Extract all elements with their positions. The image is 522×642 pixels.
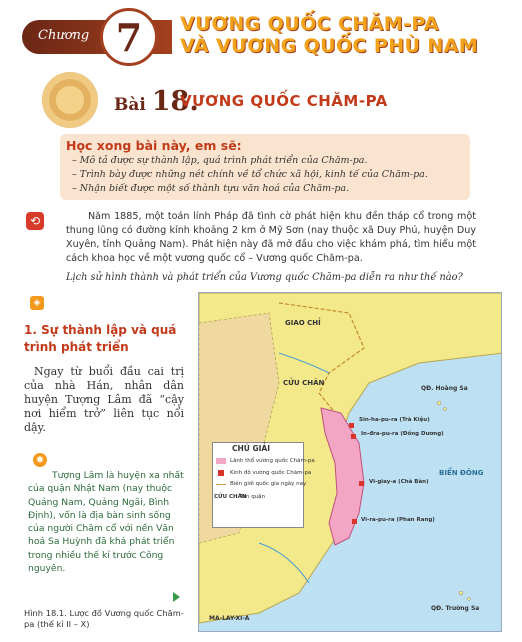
map-label-cuu-chan: CỬU CHÂN: [283, 379, 325, 387]
chapter-title: [180, 13, 520, 57]
map-label-hoang-sa: QĐ. Hoàng Sa: [421, 385, 468, 392]
map-label-indrapura: In-đra-pu-ra (Đồng Dương): [361, 431, 444, 437]
lesson-number: 18.: [151, 86, 199, 117]
intro-paragraph: Năm 1885, một toán lính Pháp đã tình cờ phát hiện khu đền tháp cổ trong một thung lũng có đường kính khoảng 2 km ở Mỹ Sơn (nay thuộc xã Duy Phú, huyện Duy Xuyên, tỉnh Quảng Nam). Phát hiện này đã mở đầu cho việc khám phá, tìm hiểu một cách khoa học về một vương quốc cổ – Vương quốc Chăm-pa.: [66, 211, 476, 264]
start-icon: ⟲: [26, 212, 44, 230]
next-arrow-icon: [173, 592, 180, 602]
legend-title: CHÚ GIẢI: [232, 444, 271, 453]
section-heading: 1. Sự thành lập và quá trình phát triển: [24, 323, 177, 354]
lesson-title: VƯƠNG QUỐC CHĂM-PA: [180, 92, 388, 110]
legend-swatch-border: [216, 484, 226, 485]
map-label-sinhapura: Sin-ha-pu-ra (Trà Kiệu): [359, 417, 430, 423]
map-label-virapura: Vi-ra-pu-ra (Phan Rang): [361, 517, 435, 523]
info-text: Tượng Lâm là huyện xa nhất của quận Nhật Nam (nay thuộc Quảng Nam, Quảng Ngãi, Bình Định), vốn là địa bàn sinh sống của người Chăm cổ với nền Văn hoá Sa Huỳnh đã khá phát triển trong nhiều thế kỉ trước Công nguyên.: [28, 470, 184, 575]
chapter-word: Chương: [38, 28, 90, 43]
objectives-heading: Học xong bài này, em sẽ:: [66, 138, 242, 153]
info-sun-icon: ✸: [33, 453, 47, 467]
legend-item-capital: Kinh đô vương quốc Chăm-pa: [230, 470, 312, 476]
chapter-title-line2: VÀ VƯƠNG QUỐC PHÙ NAM: [180, 35, 479, 57]
legend-sample-district: CỬU CHÂN: [214, 494, 247, 500]
lesson-word: Bài: [114, 95, 146, 115]
decorative-seal-icon: [42, 72, 98, 128]
map-label-giao-chi: GIAO CHỈ: [285, 319, 321, 327]
chapter-title-line1: VƯƠNG QUỐC CHĂM-PA: [180, 13, 440, 35]
map-label-vijaya: Vi-giay-a (Chà Bàn): [369, 479, 429, 485]
legend-item-district: Tên quận: [240, 494, 266, 500]
explore-icon: ◈: [30, 296, 44, 310]
map-label-ma-lay: MA-LAY-XI-A: [209, 615, 250, 622]
legend-item-territory: Lãnh thổ vương quốc Chăm-pa: [230, 458, 315, 464]
intro-question: Lịch sử hình thành và phát triển của Vương quốc Chăm-pa diễn ra như thế nào?: [66, 272, 463, 283]
objectives-list: [72, 154, 467, 196]
map-label-bien-dong: BIỂN ĐÔNG: [439, 469, 484, 477]
legend-item-border: Biên giới quốc gia ngày nay: [230, 481, 307, 487]
legend-swatch-capital: [218, 470, 224, 476]
objective-item: – Nhận biết được một số thành tựu văn hoá của Chăm-pa.: [72, 183, 350, 194]
objective-item: – Trình bày được những nét chính về tổ chức xã hội, kinh tế của Chăm-pa.: [72, 169, 428, 180]
section-body: Ngay từ buổi đầu cai trị của nhà Hán, nhân dân huyện Tượng Lâm đã “cậy nơi hiểm trở” liên tục nổi dậy.: [24, 365, 184, 434]
figure-caption: Hình 18.1. Lược đồ Vương quốc Chăm-pa (thế kỉ II – X): [24, 608, 184, 629]
objective-item: – Mô tả được sự thành lập, quá trình phát triển của Chăm-pa.: [72, 155, 368, 166]
chapter-number: 7: [115, 14, 143, 60]
legend-swatch-territory: [216, 458, 226, 464]
map-label-truong-sa: QĐ. Trường Sa: [431, 605, 480, 612]
